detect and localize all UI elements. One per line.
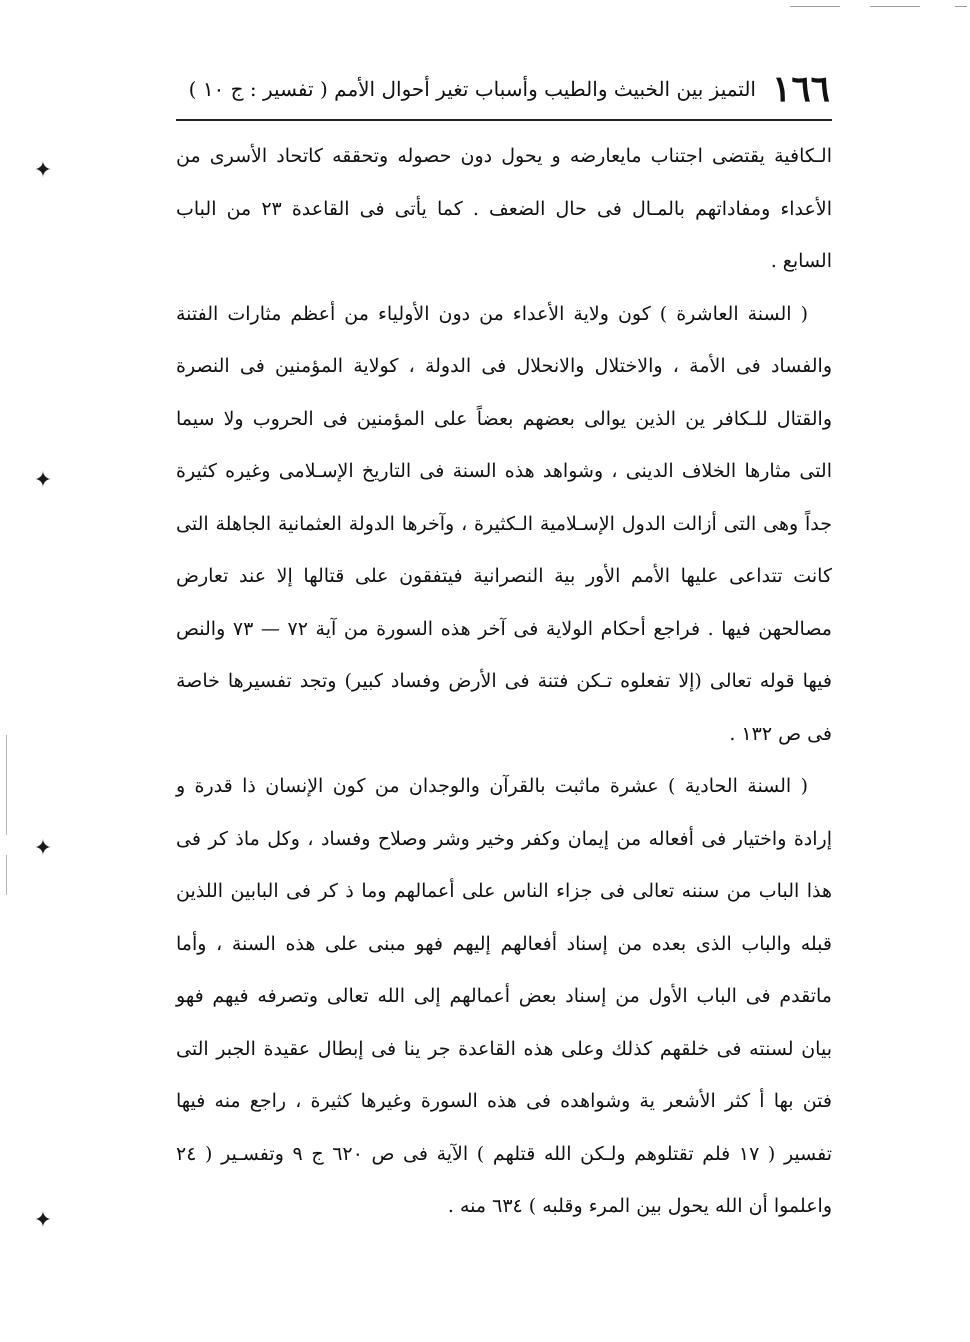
paragraph: ( السنة العاشرة ) كون ولاية الأعداء من دون الأولياء من أعظم مثارات الفتنة والفساد فى الأمة ، والاختلال والانحلال فى الدولة ، كولاية المؤمنين فى النصرة والقتال للـكافر ين الذين يوالى بعضهم بعضاً على المؤمنين فى الحروب ولا سيما التى مثارها الخلاف الدينى ، وشواهد هذه السنة فى التاريخ الإسـلامى وغيره كثيرة جداً وهى التى أزالت الدول الإسـلامية الـكثيرة ، وآخرها الدولة العثمانية الجاهلة التى كانت تتداعى عليها الأمم الأور بية النصرانية فيتفقون على قتالها إلا عند تعارض مصالحهن فيها . فراجع أحكام الولاية فى آخر هذه السورة من آية ٧٢ — ٧٣ والنص فيها قوله تعالى (إلا تفعلوه تـكن فتنة فى الأرض وفساد كبير) وتجد تفسيرها خاصة فى ص ١٣٢ . [176, 302, 832, 745]
binding-hole-icon: ✦ [33, 836, 53, 861]
binding-hole-icon: ✦ [33, 468, 53, 493]
paragraph: الـكافية يقتضى اجتناب مايعارضه و يحول دون حصوله وتحققه كاتحاد الأسرى من الأعداء ومفاداتهم بالمـال فى حال الضعف . كما يأتى فى القاعدة ٢٣ من الباب السابع . [176, 145, 832, 272]
binding-hole-icon: ✦ [33, 158, 53, 183]
scan-edge-mark [790, 6, 840, 7]
running-header [180, 64, 830, 114]
scan-edge-mark [955, 6, 967, 7]
scan-margin-line [6, 855, 7, 895]
paragraph: ( السنة الحادية ) عشرة ماثبت بالقرآن والوجدان من كون الإنسان ذا قدرة و إرادة واختيار فى أفعاله من إيمان وكفر وخير وشر وصلاح وفساد ، وكل ماذ كر فى هذا الباب من سننه تعالى فى جزاء الناس على أعمالهم وما ذ كر فى البابين اللذين قبله والباب الذى بعده من إسناد أفعالهم إليهم فهو مبنى على هذه السنة ، وأما ماتقدم فى الباب الأول من إسناد بعض أعمالهم إلى الله تعالى وتصرفه فيهم فهو بيان لسنته فى خلقهم كذلك وعلى هذه القاعدة جر ينا فى إبطال عقيدة الجبر التى فتن بها أ كثر الأشعر ية وشواهده فى هذه السورة وغيرها كثيرة ، راجع منه فيها تفسير ( ١٧ فلم تقتلوهم ولـكن الله قتلهم ) الآية فى ص ٦٢٠ ج ٩ وتفسـير ( ٢٤ واعلموا أن الله يحول بين المرء وقلبه ) ٦٣٤ منه . [176, 775, 833, 1217]
binding-hole-icon: ✦ [33, 1208, 53, 1233]
scan-margin-line [6, 735, 7, 835]
header-rule [176, 119, 832, 121]
scan-edge-mark [870, 6, 920, 7]
running-title: التميز بين الخبيث والطيب وأسباب تغير أحوال الأمم ( تفسير : ج ١٠ ) [188, 77, 756, 101]
page-number: ١٦٦ [771, 68, 830, 110]
body-text [176, 130, 832, 1233]
